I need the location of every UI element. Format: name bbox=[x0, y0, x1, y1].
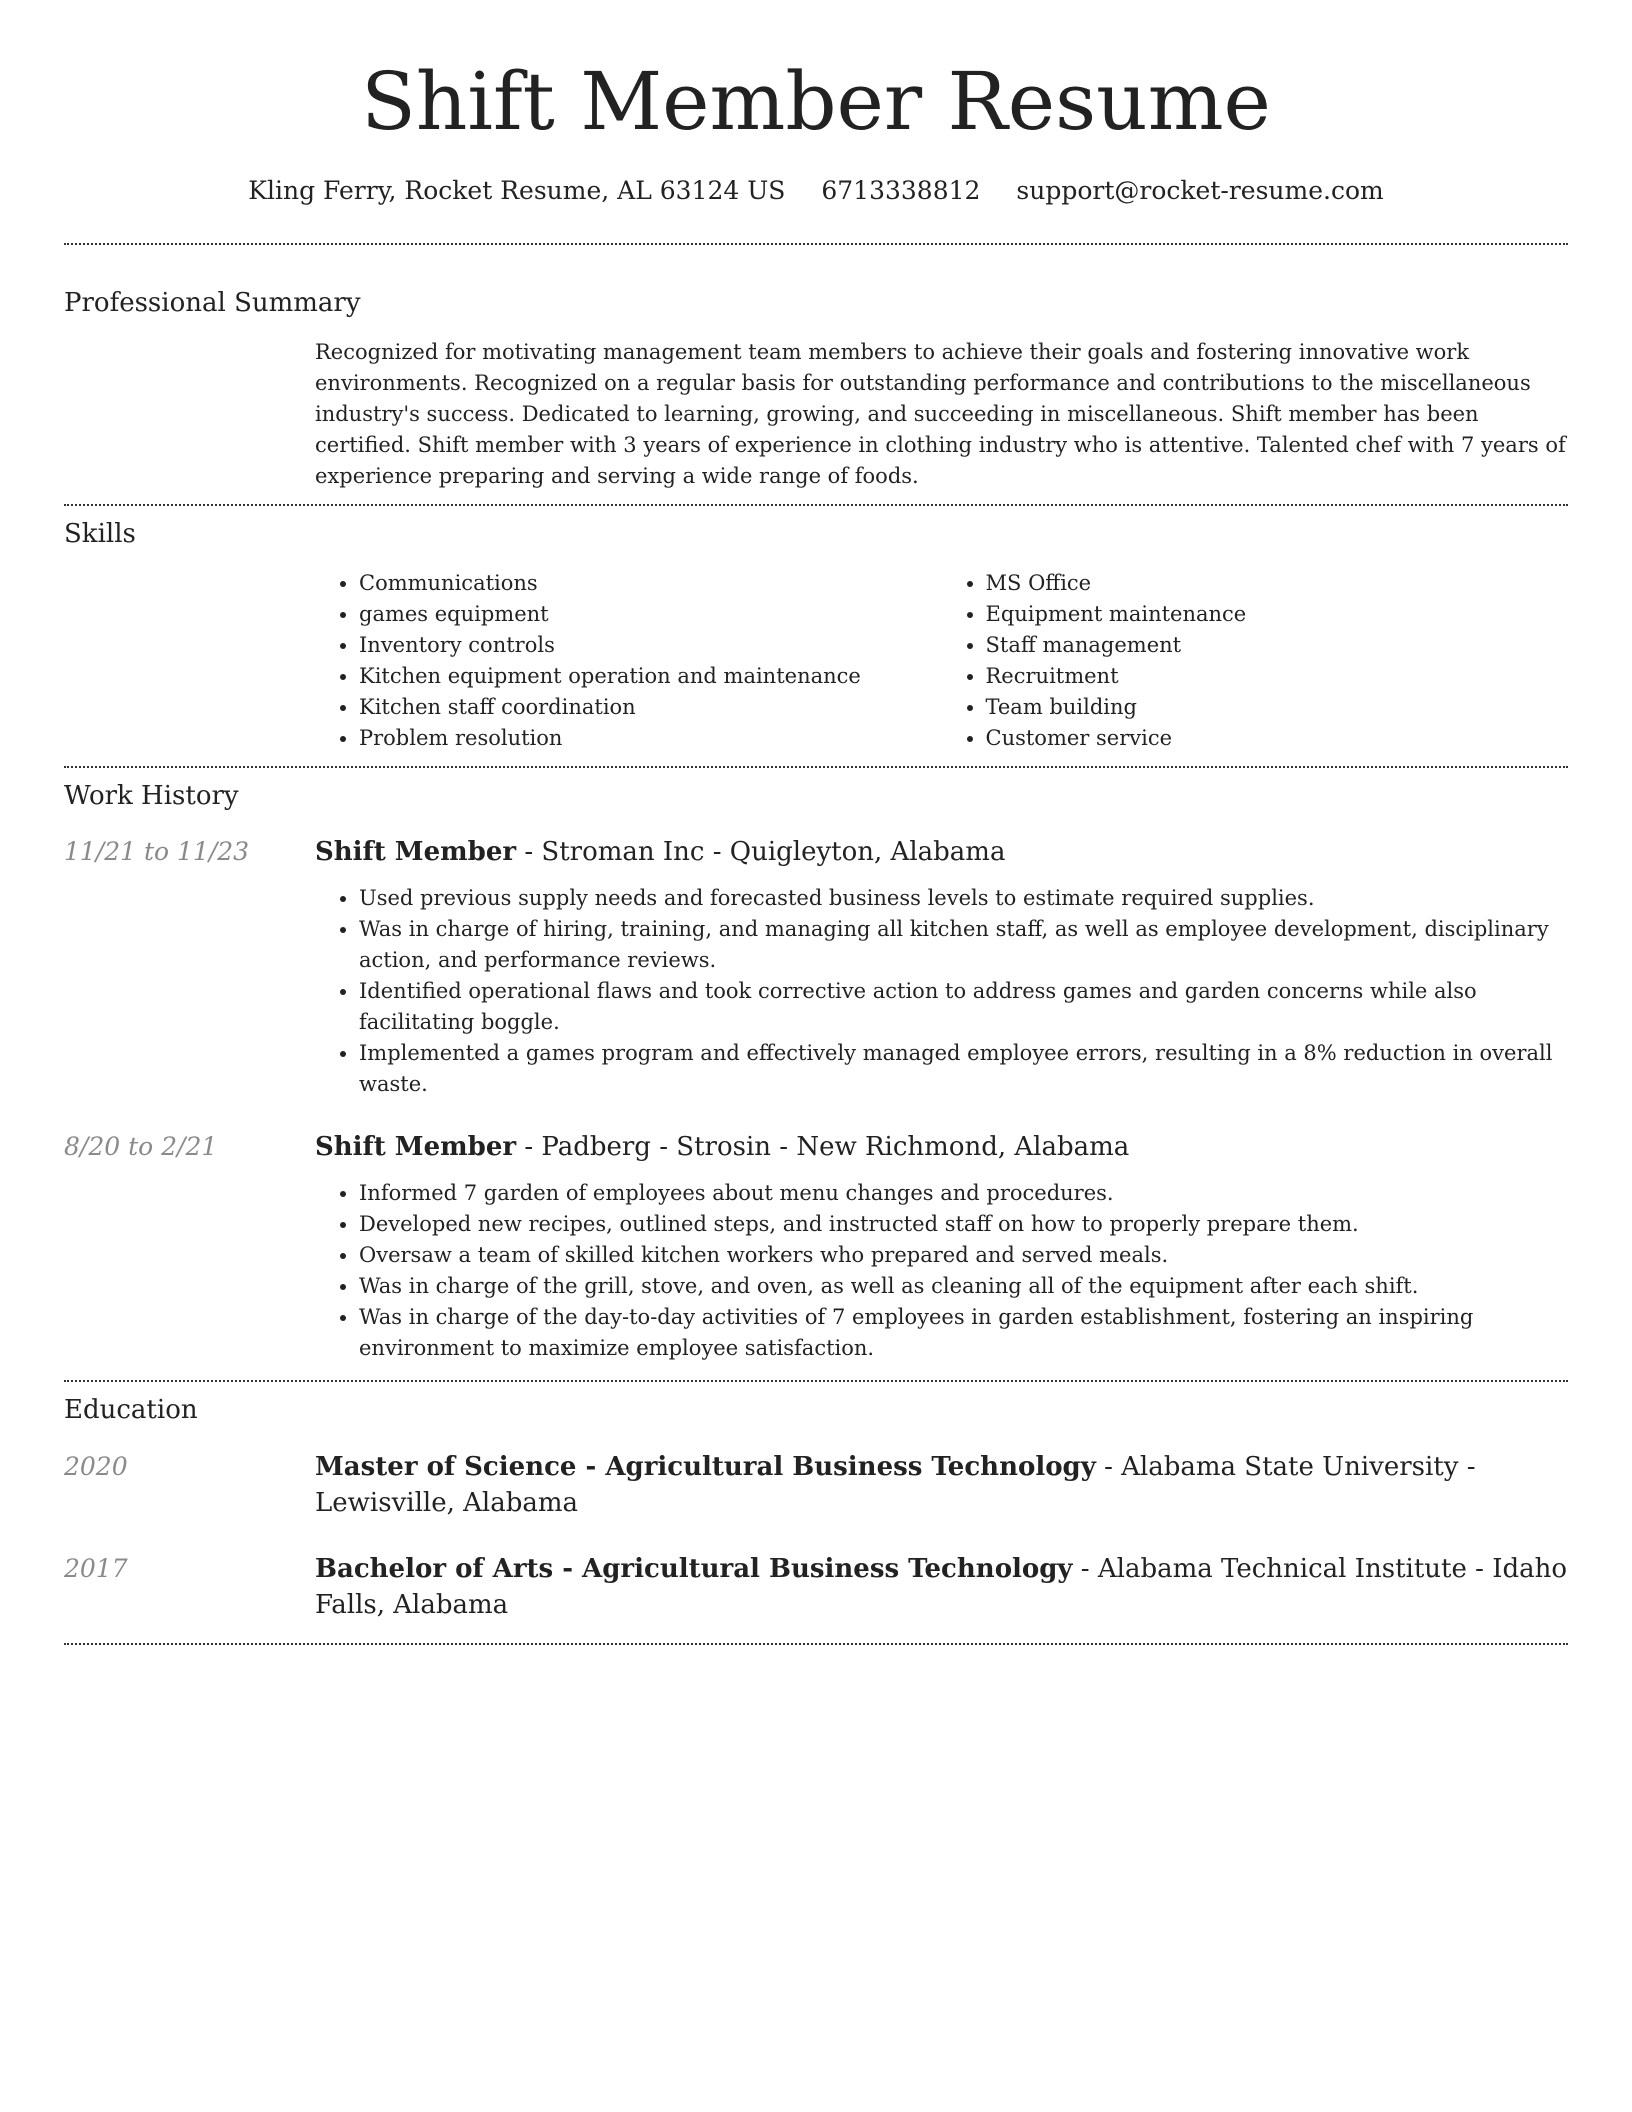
skill-item: • Equipment maintenance bbox=[986, 599, 1569, 630]
job-bullet: • Identified operational flaws and took corrective action to address games and garden concerns while also facilitating boggle. bbox=[359, 976, 1568, 1038]
education-year: 2017 bbox=[64, 1554, 128, 1583]
summary-text: Recognized for motivating management team members to achieve their goals and fostering innovative work environments. Recognized on a regular basis for outstanding performance and contributions to the miscellaneous industry's success. Dedicated to learning, growing, and succeeding in miscellaneous. Shift member has been certified. Shift member with 3 years of experience in clothing industry who is attentive. Talented chef with 7 years of experience preparing and serving a wide range of foods. bbox=[315, 340, 1566, 488]
job-role: Shift Member bbox=[315, 1132, 517, 1162]
divider bbox=[64, 1643, 1568, 1645]
job-bullet: • Was in charge of hiring, training, and managing all kitchen staff, as well as employee development, disciplinary action, and performance reviews. bbox=[359, 914, 1568, 976]
job-header bbox=[64, 1130, 1568, 1164]
skill-item: • Team building bbox=[986, 692, 1569, 723]
skill-item: • Recruitment bbox=[986, 661, 1569, 692]
skill-item: • Staff management bbox=[986, 630, 1569, 661]
education-year: 2020 bbox=[64, 1452, 128, 1481]
job-bullet: • Was in charge of the grill, stove, and oven, as well as cleaning all of the equipment after each shift. bbox=[359, 1271, 1568, 1302]
job-title bbox=[315, 835, 1005, 869]
contact-address: Kling Ferry, Rocket Resume, AL 63124 US bbox=[248, 176, 786, 205]
skill-item: • games equipment bbox=[359, 599, 942, 630]
job-details: - Stroman Inc - Quigleyton, Alabama bbox=[516, 837, 1006, 867]
job-bullets bbox=[315, 883, 1568, 1100]
skills-list bbox=[315, 568, 1568, 754]
skills-column-left bbox=[315, 568, 942, 754]
skill-item: • Customer service bbox=[986, 723, 1569, 754]
education-degree: Bachelor of Arts - Agricultural Business Technology bbox=[315, 1554, 1073, 1584]
job-dates: 11/21 to 11/23 bbox=[64, 837, 250, 866]
skill-item: • Kitchen equipment operation and maintenance bbox=[359, 661, 942, 692]
job-entry bbox=[64, 835, 1568, 1100]
job-header bbox=[64, 835, 1568, 869]
job-bullet: • Developed new recipes, outlined steps, and instructed staff on how to properly prepare them. bbox=[359, 1209, 1568, 1240]
job-bullet: • Oversaw a team of skilled kitchen workers who prepared and served meals. bbox=[359, 1240, 1568, 1271]
skills-column-right bbox=[942, 568, 1569, 754]
job-bullet: • Informed 7 garden of employees about menu changes and procedures. bbox=[359, 1178, 1568, 1209]
job-dates: 8/20 to 2/21 bbox=[64, 1132, 218, 1161]
contact-line bbox=[64, 174, 1568, 208]
job-title bbox=[315, 1130, 1129, 1164]
section-heading-education: Education bbox=[64, 1395, 198, 1425]
skill-item: • Kitchen staff coordination bbox=[359, 692, 942, 723]
section-heading-summary: Professional Summary bbox=[64, 288, 361, 318]
job-entry bbox=[64, 1130, 1568, 1364]
summary-body bbox=[315, 337, 1568, 492]
skill-item: • Communications bbox=[359, 568, 942, 599]
contact-phone: 6713338812 bbox=[821, 176, 981, 205]
skill-item: • Problem resolution bbox=[359, 723, 942, 754]
education-degree: Master of Science - Agricultural Business Technology bbox=[315, 1452, 1096, 1482]
skill-item: • Inventory controls bbox=[359, 630, 942, 661]
education-title bbox=[315, 1449, 1568, 1521]
divider bbox=[64, 504, 1568, 506]
divider bbox=[64, 1380, 1568, 1382]
education-details: - Alabama Technical Institute - Idaho Falls, Alabama bbox=[315, 1554, 1568, 1620]
divider bbox=[64, 243, 1568, 245]
contact-email: support@rocket-resume.com bbox=[1016, 176, 1384, 205]
job-bullets bbox=[315, 1178, 1568, 1364]
education-title bbox=[315, 1551, 1568, 1623]
education-entry bbox=[64, 1449, 1568, 1521]
education-entry bbox=[64, 1551, 1568, 1623]
job-bullet: • Used previous supply needs and forecasted business levels to estimate required supplies. bbox=[359, 883, 1568, 914]
education-details: - Alabama State University - Lewisville, Alabama bbox=[315, 1452, 1476, 1518]
skill-item: • MS Office bbox=[986, 568, 1569, 599]
divider bbox=[64, 766, 1568, 768]
job-bullet: • Was in charge of the day-to-day activities of 7 employees in garden establishment, fostering an inspiring environment to maximize employee satisfaction. bbox=[359, 1302, 1568, 1364]
job-details: - Padberg - Strosin - New Richmond, Alabama bbox=[516, 1132, 1130, 1162]
job-bullet: • Implemented a games program and effectively managed employee errors, resulting in a 8% reduction in overall waste. bbox=[359, 1038, 1568, 1100]
section-heading-work: Work History bbox=[64, 781, 239, 811]
job-role: Shift Member bbox=[315, 837, 517, 867]
resume-title: Shift Member Resume bbox=[361, 55, 1271, 148]
section-heading-skills: Skills bbox=[64, 519, 136, 549]
resume-page bbox=[64, 0, 1568, 1645]
